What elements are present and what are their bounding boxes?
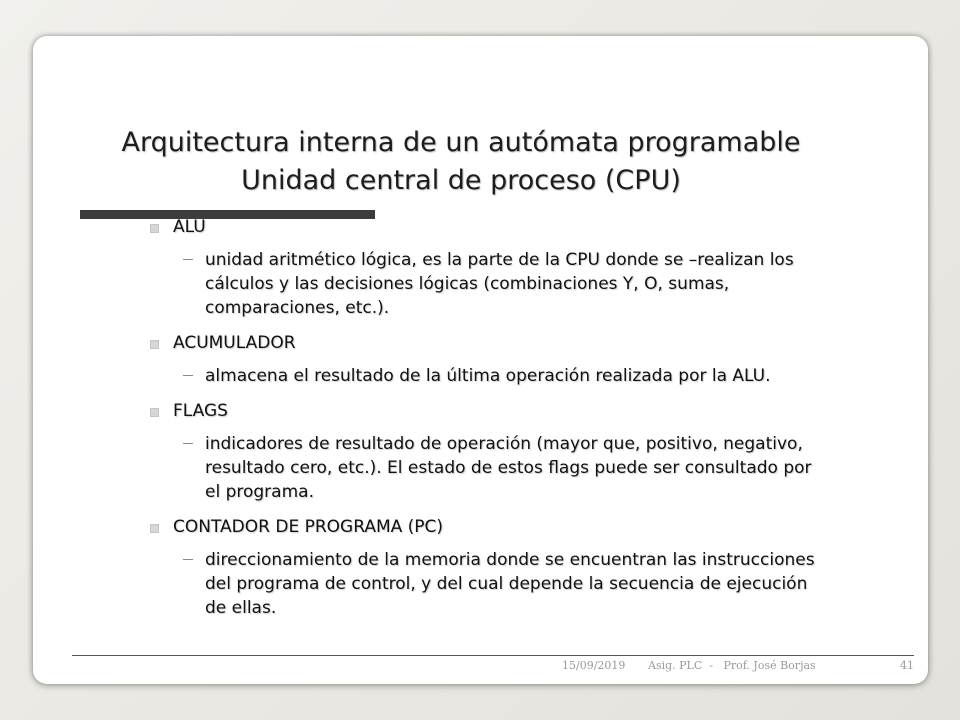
item-label: CONTADOR DE PROGRAMA (PC)	[173, 517, 444, 537]
sub-item	[150, 248, 830, 320]
footer-course: Asig. PLC - Prof. José Borjas	[648, 659, 816, 672]
footer-divider	[72, 655, 914, 656]
sub-item	[150, 548, 830, 620]
dash-bullet-icon	[183, 443, 193, 444]
dash-bullet-icon	[183, 259, 193, 260]
dash-bullet-icon	[183, 559, 193, 560]
slide-number: 41	[900, 659, 914, 672]
list-item-contador	[150, 515, 830, 620]
list-item-acumulador	[150, 331, 830, 388]
title-line-2: Unidad central de proceso (CPU)	[241, 165, 681, 196]
item-label: ALU	[173, 217, 206, 237]
square-bullet-icon	[150, 408, 159, 417]
sub-item	[150, 364, 830, 388]
item-label: ACUMULADOR	[173, 333, 296, 353]
sub-item-text: unidad aritmético lógica, es la parte de la CPU donde se –realizan los cálculos y las decisiones lógicas (combinaciones Y, O, sumas, comparaciones, etc.).	[205, 250, 794, 318]
bullet-list	[150, 215, 830, 620]
item-label: FLAGS	[173, 401, 228, 421]
title-line-1: Arquitectura interna de un autómata programable	[121, 127, 801, 158]
list-item-alu	[150, 215, 830, 320]
sub-item-text: direccionamiento de la memoria donde se encuentran las instrucciones del programa de control, y del cual depende la secuencia de ejecución de ellas.	[205, 550, 815, 618]
square-bullet-icon	[150, 224, 159, 233]
footer-date: 15/09/2019	[562, 659, 626, 672]
square-bullet-icon	[150, 524, 159, 533]
square-bullet-icon	[150, 340, 159, 349]
sub-item-text: indicadores de resultado de operación (mayor que, positivo, negativo, resultado cero, etc.). El estado de estos flags puede ser consultado por el programa.	[205, 434, 812, 502]
list-item-flags	[150, 399, 830, 504]
sub-item	[150, 432, 830, 504]
sub-item-text: almacena el resultado de la última operación realizada por la ALU.	[205, 366, 771, 386]
dash-bullet-icon	[183, 375, 193, 376]
slide-title	[0, 124, 922, 200]
